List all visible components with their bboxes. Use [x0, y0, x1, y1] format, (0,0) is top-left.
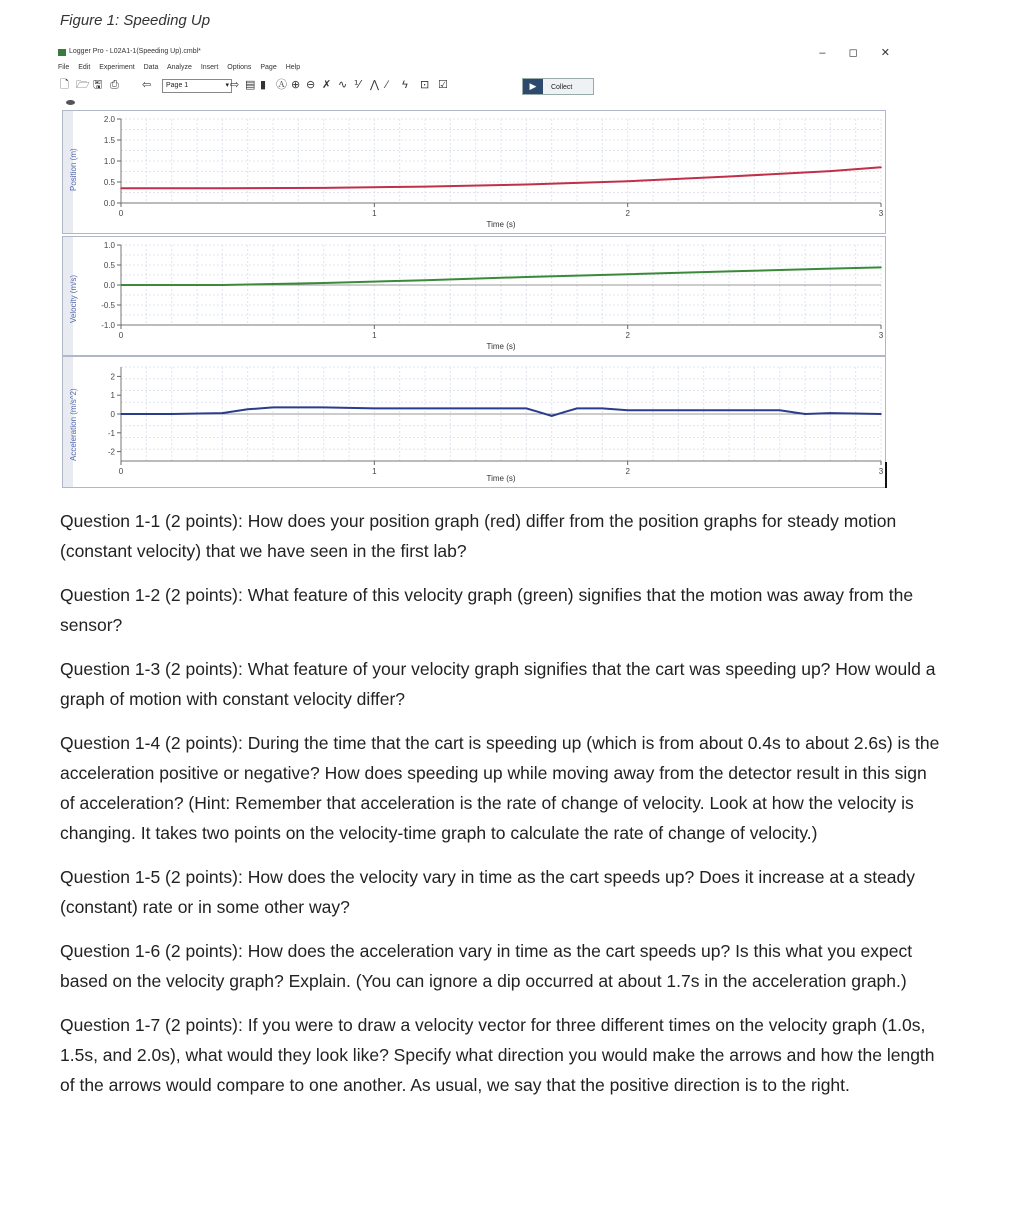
y-tick-label: 0.5: [103, 178, 115, 187]
model-icon[interactable]: ⊡: [420, 79, 430, 91]
data-point: [538, 411, 540, 413]
menu-edit[interactable]: Edit: [78, 64, 91, 71]
data-point: [728, 271, 730, 273]
tangent-icon[interactable]: ∿: [338, 79, 348, 91]
data-point: [526, 184, 528, 186]
minimize-button[interactable]: –: [819, 47, 826, 59]
next-page-icon[interactable]: ⇨: [230, 79, 240, 91]
velocity-chart[interactable]: [63, 237, 885, 355]
y-tick-label: 1: [110, 391, 115, 401]
window-title: Logger Pro - L02A1-1(Speeding Up).cmbl*: [69, 48, 201, 55]
data-point: [880, 413, 882, 415]
data-point: [424, 186, 426, 188]
data-point: [247, 409, 249, 411]
data-point: [424, 408, 426, 410]
x-tick-label: 0: [118, 467, 124, 476]
collect-label: Collect: [550, 84, 573, 91]
menu-page[interactable]: Page: [260, 64, 277, 71]
data-point: [830, 170, 832, 172]
save-icon[interactable]: 🖫: [93, 79, 103, 91]
autoscale-icon[interactable]: ☑: [438, 79, 448, 91]
new-file-icon[interactable]: 🗋: [60, 79, 69, 91]
data-point: [627, 180, 629, 182]
linear-fit-icon[interactable]: ∕: [386, 79, 388, 91]
graph-icon[interactable]: ▮: [260, 79, 267, 91]
page-select-value: Page 1: [166, 82, 189, 89]
window-controls: [799, 46, 890, 59]
position-axis-label: Position (m): [69, 148, 78, 191]
close-button[interactable]: ✕: [880, 47, 890, 59]
x-axis-label: Time (s): [486, 220, 516, 229]
data-point: [171, 413, 173, 415]
x-axis-label: Time (s): [486, 342, 516, 351]
data-point: [222, 284, 224, 286]
y-tick-label: 1.0: [103, 157, 115, 166]
question-list: [60, 506, 940, 1114]
x-tick-label: 2: [625, 467, 630, 476]
y-tick-label: 2.0: [103, 115, 115, 124]
menu-bar: [58, 64, 307, 71]
menu-data[interactable]: Data: [143, 64, 159, 71]
zoom-in-icon[interactable]: ⊕: [291, 79, 301, 91]
y-tick-label: -1.0: [101, 321, 115, 330]
integral-icon[interactable]: ⅟: [354, 79, 361, 91]
data-point: [551, 415, 553, 417]
x-tick-label: 3: [878, 467, 884, 476]
data-point: [728, 176, 730, 178]
zoom-out-icon[interactable]: ⊖: [306, 79, 316, 91]
chevron-down-icon: ▾: [225, 82, 229, 89]
y-tick-label: 0.0: [103, 281, 115, 290]
question-1-7: Question 1-7 (2 points): If you were to draw a velocity vector for three different times on the velocity graph (1.0s, 1.5s, and 2.0s), what would they look like? Specify what direction you would make the arrows and how the length of the arrows would compare to one another. As usual, we say that the positive direction is to the right.: [60, 1015, 935, 1095]
collect-button[interactable]: [522, 78, 594, 95]
page-select[interactable]: [162, 79, 232, 93]
pin-icon[interactable]: [66, 100, 75, 105]
question-1-2: Question 1-2 (2 points): What feature of this velocity graph (green) signifies that the motion was away from the sensor?: [60, 585, 914, 635]
x-tick-label: 3: [878, 209, 884, 218]
data-point: [576, 408, 578, 410]
question-1-6: Question 1-6 (2 points): How does the acceleration vary in time as the cart speeds up? Is this what you expect based on the velocity graph? Explain. (You can ignore a dip occurred at about 1.7s in the acceleration graph.): [60, 941, 913, 991]
logger-pro-icon: [58, 49, 66, 56]
examine-icon[interactable]: ✗: [322, 79, 332, 91]
print-icon[interactable]: ⎙: [110, 79, 119, 91]
play-icon: ▶: [523, 79, 543, 94]
question-1-1: Question 1-1 (2 points): How does your position graph (red) differ from the position graphs for steady motion (constant velocity) that we have seen in the first lab?: [60, 511, 897, 561]
series-line: [121, 167, 881, 188]
data-point: [830, 412, 832, 414]
data-point: [627, 409, 629, 411]
y-tick-label: 0: [110, 410, 115, 419]
title-bar: [56, 48, 890, 60]
acceleration-chart[interactable]: [63, 357, 885, 487]
question-1-5: Question 1-5 (2 points): How does the velocity vary in time as the cart speeds up? Does it increase at a steady (constant) rate or in some other way?: [60, 867, 916, 917]
cursor-caret: [885, 462, 887, 488]
x-tick-label: 2: [625, 331, 630, 340]
data-point: [779, 409, 781, 411]
text-annotation-icon[interactable]: Ⓐ: [276, 79, 287, 91]
data-point: [880, 167, 882, 169]
data-point: [627, 273, 629, 275]
position-chart[interactable]: [63, 111, 885, 233]
maximize-button[interactable]: ◻: [848, 47, 858, 59]
data-point: [374, 408, 376, 410]
data-point: [323, 282, 325, 284]
menu-analyze[interactable]: Analyze: [166, 64, 192, 71]
data-point: [120, 413, 122, 415]
y-tick-label: 0.0: [103, 199, 115, 208]
data-point: [222, 412, 224, 414]
y-tick-label: -0.5: [101, 301, 115, 310]
figure-caption: Figure 1: Speeding Up: [60, 12, 211, 29]
data-point: [728, 409, 730, 411]
y-tick-label: 0.5: [103, 261, 115, 270]
statistics-icon[interactable]: ⋀: [370, 79, 380, 91]
data-point: [424, 279, 426, 281]
y-tick-label: -2: [107, 447, 115, 457]
data-point: [602, 408, 604, 410]
table-icon[interactable]: ▤: [245, 79, 256, 91]
x-tick-label: 1: [372, 209, 377, 218]
velocity-axis-label: Velocity (m/s): [69, 274, 78, 323]
x-tick-label: 0: [118, 209, 124, 218]
toolbar: [58, 76, 892, 96]
data-point: [120, 284, 122, 286]
menu-options[interactable]: Options: [227, 64, 252, 71]
menu-insert[interactable]: Insert: [200, 64, 219, 71]
logger-pro-window: [56, 44, 890, 488]
data-point: [564, 411, 566, 413]
x-tick-label: 0: [118, 331, 124, 340]
x-tick-label: 1: [372, 467, 377, 476]
data-point: [526, 276, 528, 278]
menu-experiment[interactable]: Experiment: [99, 64, 135, 71]
data-point: [526, 408, 528, 410]
data-point: [830, 268, 832, 270]
data-point: [804, 413, 806, 415]
x-tick-label: 1: [372, 331, 377, 340]
y-tick-label: -1: [107, 428, 115, 438]
data-point: [323, 407, 325, 409]
menu-file[interactable]: File: [58, 64, 70, 71]
y-tick-label: 1.0: [103, 241, 115, 250]
curve-fit-icon[interactable]: ϟ: [402, 79, 408, 91]
data-point: [272, 407, 274, 409]
data-point: [475, 408, 477, 410]
previous-page-icon[interactable]: ⇦: [142, 79, 152, 91]
acceleration-axis-label: Acceleration (m/s^2): [69, 388, 78, 461]
data-point: [880, 267, 882, 269]
question-1-3: Question 1-3 (2 points): What feature of your velocity graph signifies that the cart was speeding up? How would a graph of motion with constant velocity differ?: [60, 659, 936, 709]
question-1-4: Question 1-4 (2 points): During the time that the cart is speeding up (which is from about 0.4s to about 2.6s) is the acceleration positive or negative? How does speeding up while moving away from the detector result in this sign of acceleration? (Hint: Remember that acceleration is the rate of change of velocity. Look at how the velocity is changing. It takes two points on the velocity-time graph to calculate the rate of change of velocity.): [60, 733, 940, 843]
data-point: [678, 409, 680, 411]
acceleration-graph-panel[interactable]: [62, 356, 886, 488]
data-point: [120, 188, 122, 190]
x-axis-label: Time (s): [486, 474, 516, 483]
open-folder-icon[interactable]: 🗁: [76, 79, 90, 91]
x-tick-label: 3: [878, 331, 884, 340]
y-tick-label: 2: [110, 372, 115, 382]
menu-help[interactable]: Help: [285, 64, 301, 71]
velocity-graph-panel[interactable]: [62, 236, 886, 356]
data-point: [323, 187, 325, 189]
data-point: [222, 188, 224, 190]
y-tick-label: 1.5: [103, 136, 115, 145]
position-graph-panel[interactable]: [62, 110, 886, 234]
x-tick-label: 2: [625, 209, 630, 218]
